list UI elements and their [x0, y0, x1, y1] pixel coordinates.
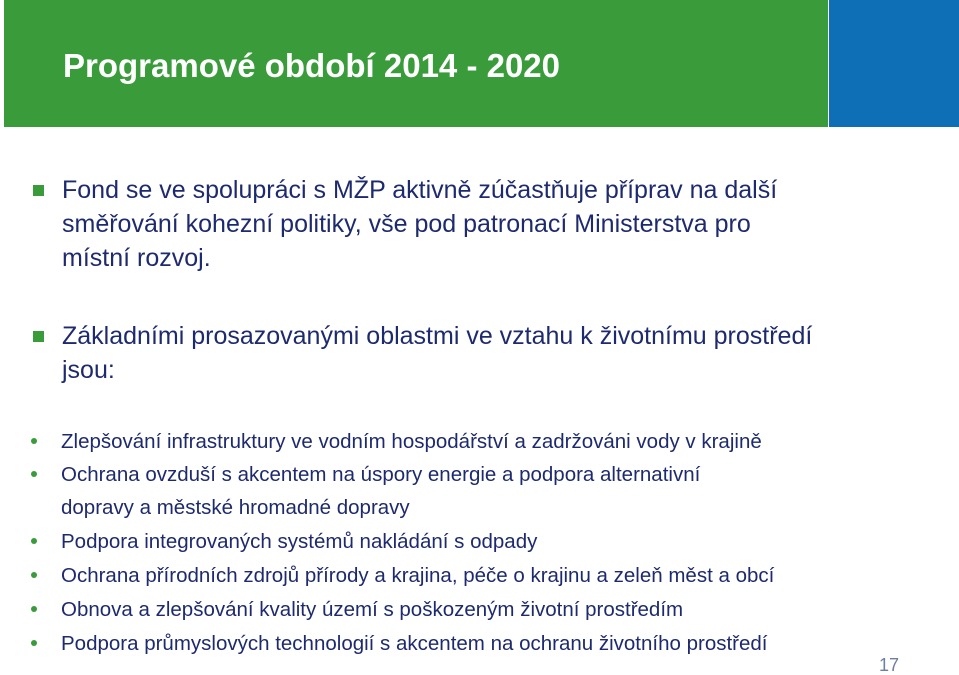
- header-blue-band: [829, 0, 959, 127]
- main-point-2: [62, 319, 922, 387]
- dot-bullet-icon: [31, 471, 37, 477]
- main-point-2-line-1: Základními prosazovanými oblastmi ve vztahu k životnímu prostředí: [62, 322, 813, 350]
- slide-title: Programové období 2014 - 2020: [63, 47, 561, 84]
- area-item-1: Zlepšování infrastruktury ve vodním hospodářství a zadržováni vody v krajině: [61, 430, 762, 453]
- dot-bullet-icon: [31, 606, 37, 612]
- square-bullet-icon: [33, 185, 44, 196]
- main-point-2-line-2: jsou:: [62, 356, 115, 384]
- dot-bullet-icon: [31, 538, 37, 544]
- page-number: 17: [878, 655, 899, 675]
- dot-bullet-icon: [31, 640, 37, 646]
- main-point-1-line-1: Fond se ve spolupráci s MŽP aktivně zúčastňuje příprav na další: [62, 176, 778, 204]
- main-point-1-line-3: místní rozvoj.: [62, 244, 211, 272]
- dot-bullet-icon: [31, 572, 37, 578]
- square-bullet-icon: [33, 331, 44, 342]
- slide-header: [0, 0, 959, 127]
- area-item-2: [61, 458, 700, 524]
- area-item-3: Podpora integrovaných systémů nakládání s odpady: [61, 530, 538, 553]
- area-item-2-line-2: dopravy a městské hromadné dopravy: [61, 496, 410, 519]
- area-item-2-line-1: Ochrana ovzduší s akcentem na úspory energie a podpora alternativní: [61, 463, 701, 486]
- area-item-5: Obnova a zlepšování kvality území s poškozeným životní prostředím: [61, 598, 684, 621]
- area-item-4: Ochrana přírodních zdrojů přírody a krajina, péče o krajinu a zeleň měst a obcí: [61, 564, 775, 587]
- main-point-1-line-2: směřování kohezní politiky, vše pod patronací Ministerstva pro: [62, 210, 751, 238]
- main-point-1: [62, 173, 922, 275]
- dot-bullet-icon: [31, 438, 37, 444]
- area-item-6: Podpora průmyslových technologií s akcentem na ochranu životního prostředí: [61, 632, 768, 655]
